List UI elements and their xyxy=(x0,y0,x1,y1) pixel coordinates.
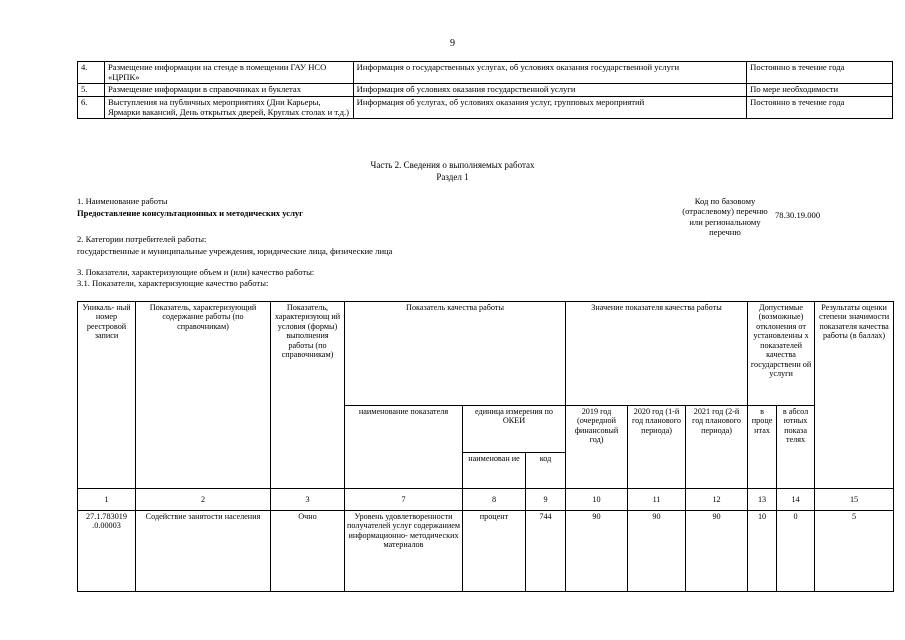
work-content: Содействие занятости населения xyxy=(136,511,271,592)
column-number: 11 xyxy=(628,489,686,511)
info-method: Размещение информации в справочниках и буклетах xyxy=(104,84,353,97)
section-title: Раздел 1 xyxy=(436,172,469,182)
column-number-row xyxy=(78,489,894,511)
column-number: 2 xyxy=(136,489,271,511)
work-name-value: Предоставление консультационных и методических услуг xyxy=(77,208,304,218)
header-okei-unit: единица измерения по ОКЕИ xyxy=(463,406,566,453)
table-row xyxy=(78,84,893,97)
column-number: 1 xyxy=(78,489,136,511)
column-number: 7 xyxy=(345,489,463,511)
value-2020: 90 xyxy=(628,511,686,592)
indicators-sub-label: 3.1. Показатели, характеризующие качество работы: xyxy=(77,278,269,288)
indicators-label: 3. Показатели, характеризующие объем и (или) качество работы: xyxy=(77,267,315,277)
base-list-code-label: Код по базовому (отраслевому) перечню или региональному перечню xyxy=(682,196,768,237)
info-method: Выступления на публичных мероприятиях (Дни Карьеры, Ярмарки вакансий, День открытых дверей, Круглых столах и т.д.) xyxy=(104,96,353,118)
info-content: Информация о государственных услугах, об условиях оказания государственной услуги xyxy=(353,62,746,84)
info-method: Размещение информации на стенде в помещении ГАУ НСО «ЦРПК» xyxy=(104,62,353,84)
row-number: 4. xyxy=(78,62,105,84)
base-list-code-value: 78.30.19.000 xyxy=(775,210,821,220)
header-evaluation-results: Результаты оценки степени значимости показателя качества работы (в баллах) xyxy=(815,302,894,489)
info-content: Информация об услугах, об условиях оказания услуг, групповых мероприятий xyxy=(353,96,746,118)
table-row xyxy=(78,62,893,84)
column-number: 3 xyxy=(271,489,345,511)
column-number: 10 xyxy=(566,489,628,511)
table-row xyxy=(78,96,893,118)
unit-code: 744 xyxy=(526,511,566,592)
header-deviation-absolute: в абсол ютных показа телях xyxy=(777,406,815,489)
column-number: 13 xyxy=(748,489,777,511)
value-2019: 90 xyxy=(566,511,628,592)
header-unit-name: наименован ие xyxy=(463,453,526,489)
header-year-2020: 2020 год (1-й год планового периода) xyxy=(628,406,686,489)
header-quality-values: Значение показателя качества работы xyxy=(566,302,748,406)
header-work-condition: Показатель, характеризующ ий условия (формы) выполнения работы (по справочникам) xyxy=(271,302,345,489)
row-number: 5. xyxy=(78,84,105,97)
info-methods-table xyxy=(77,61,893,119)
info-content: Информация об условиях оказания государственной услуги xyxy=(353,84,746,97)
unique-number: 27.1.783019 .0.00003 xyxy=(78,511,136,592)
row-number: 6. xyxy=(78,96,105,118)
part-title: Часть 2. Сведения о выполняемых работах xyxy=(370,160,535,170)
column-number: 12 xyxy=(686,489,748,511)
value-2021: 90 xyxy=(686,511,748,592)
unit-name: процент xyxy=(463,511,526,592)
deviation-percent: 10 xyxy=(748,511,777,592)
quality-indicators-table xyxy=(77,301,894,592)
column-number: 14 xyxy=(777,489,815,511)
consumer-category-label: 2. Категории потребителей работы: xyxy=(77,234,207,244)
header-unique-number: Уникаль- ный номер реестровой записи xyxy=(78,302,136,489)
page-number: 9 xyxy=(450,38,455,49)
update-frequency: По мере необходимости xyxy=(747,84,893,97)
header-deviation-percent: в проце нтах xyxy=(748,406,777,489)
header-unit-code: код xyxy=(526,453,566,489)
work-name-label: 1. Наименование работы xyxy=(77,196,168,206)
header-year-2021: 2021 год (2-й год планового периода) xyxy=(686,406,748,489)
consumer-category-value: государственные и муниципальные учреждения, юридические лица, физические лица xyxy=(77,246,393,256)
header-quality-indicator: Показатель качества работы xyxy=(345,302,566,406)
header-work-content: Показатель, характеризующий содержание работы (по справочникам) xyxy=(136,302,271,489)
work-condition: Очно xyxy=(271,511,345,592)
header-indicator-name: наименование показателя xyxy=(345,406,463,489)
header-allowed-deviation: Допустимые (возможные) отклонения от установленны х показателей качества государственн ой услуги xyxy=(748,302,815,406)
table-header-row xyxy=(78,302,894,406)
update-frequency: Постоянно в течение года xyxy=(747,96,893,118)
column-number: 9 xyxy=(526,489,566,511)
update-frequency: Постоянно в течение года xyxy=(747,62,893,84)
column-number: 8 xyxy=(463,489,526,511)
table-row xyxy=(78,511,894,592)
column-number: 15 xyxy=(815,489,894,511)
header-year-2019: 2019 год (очередной финансовый год) xyxy=(566,406,628,489)
evaluation-result: 5 xyxy=(815,511,894,592)
deviation-absolute: 0 xyxy=(777,511,815,592)
indicator-name: Уровень удовлетворенности получателей услуг содержанием информационно- методических материалов xyxy=(345,511,463,592)
